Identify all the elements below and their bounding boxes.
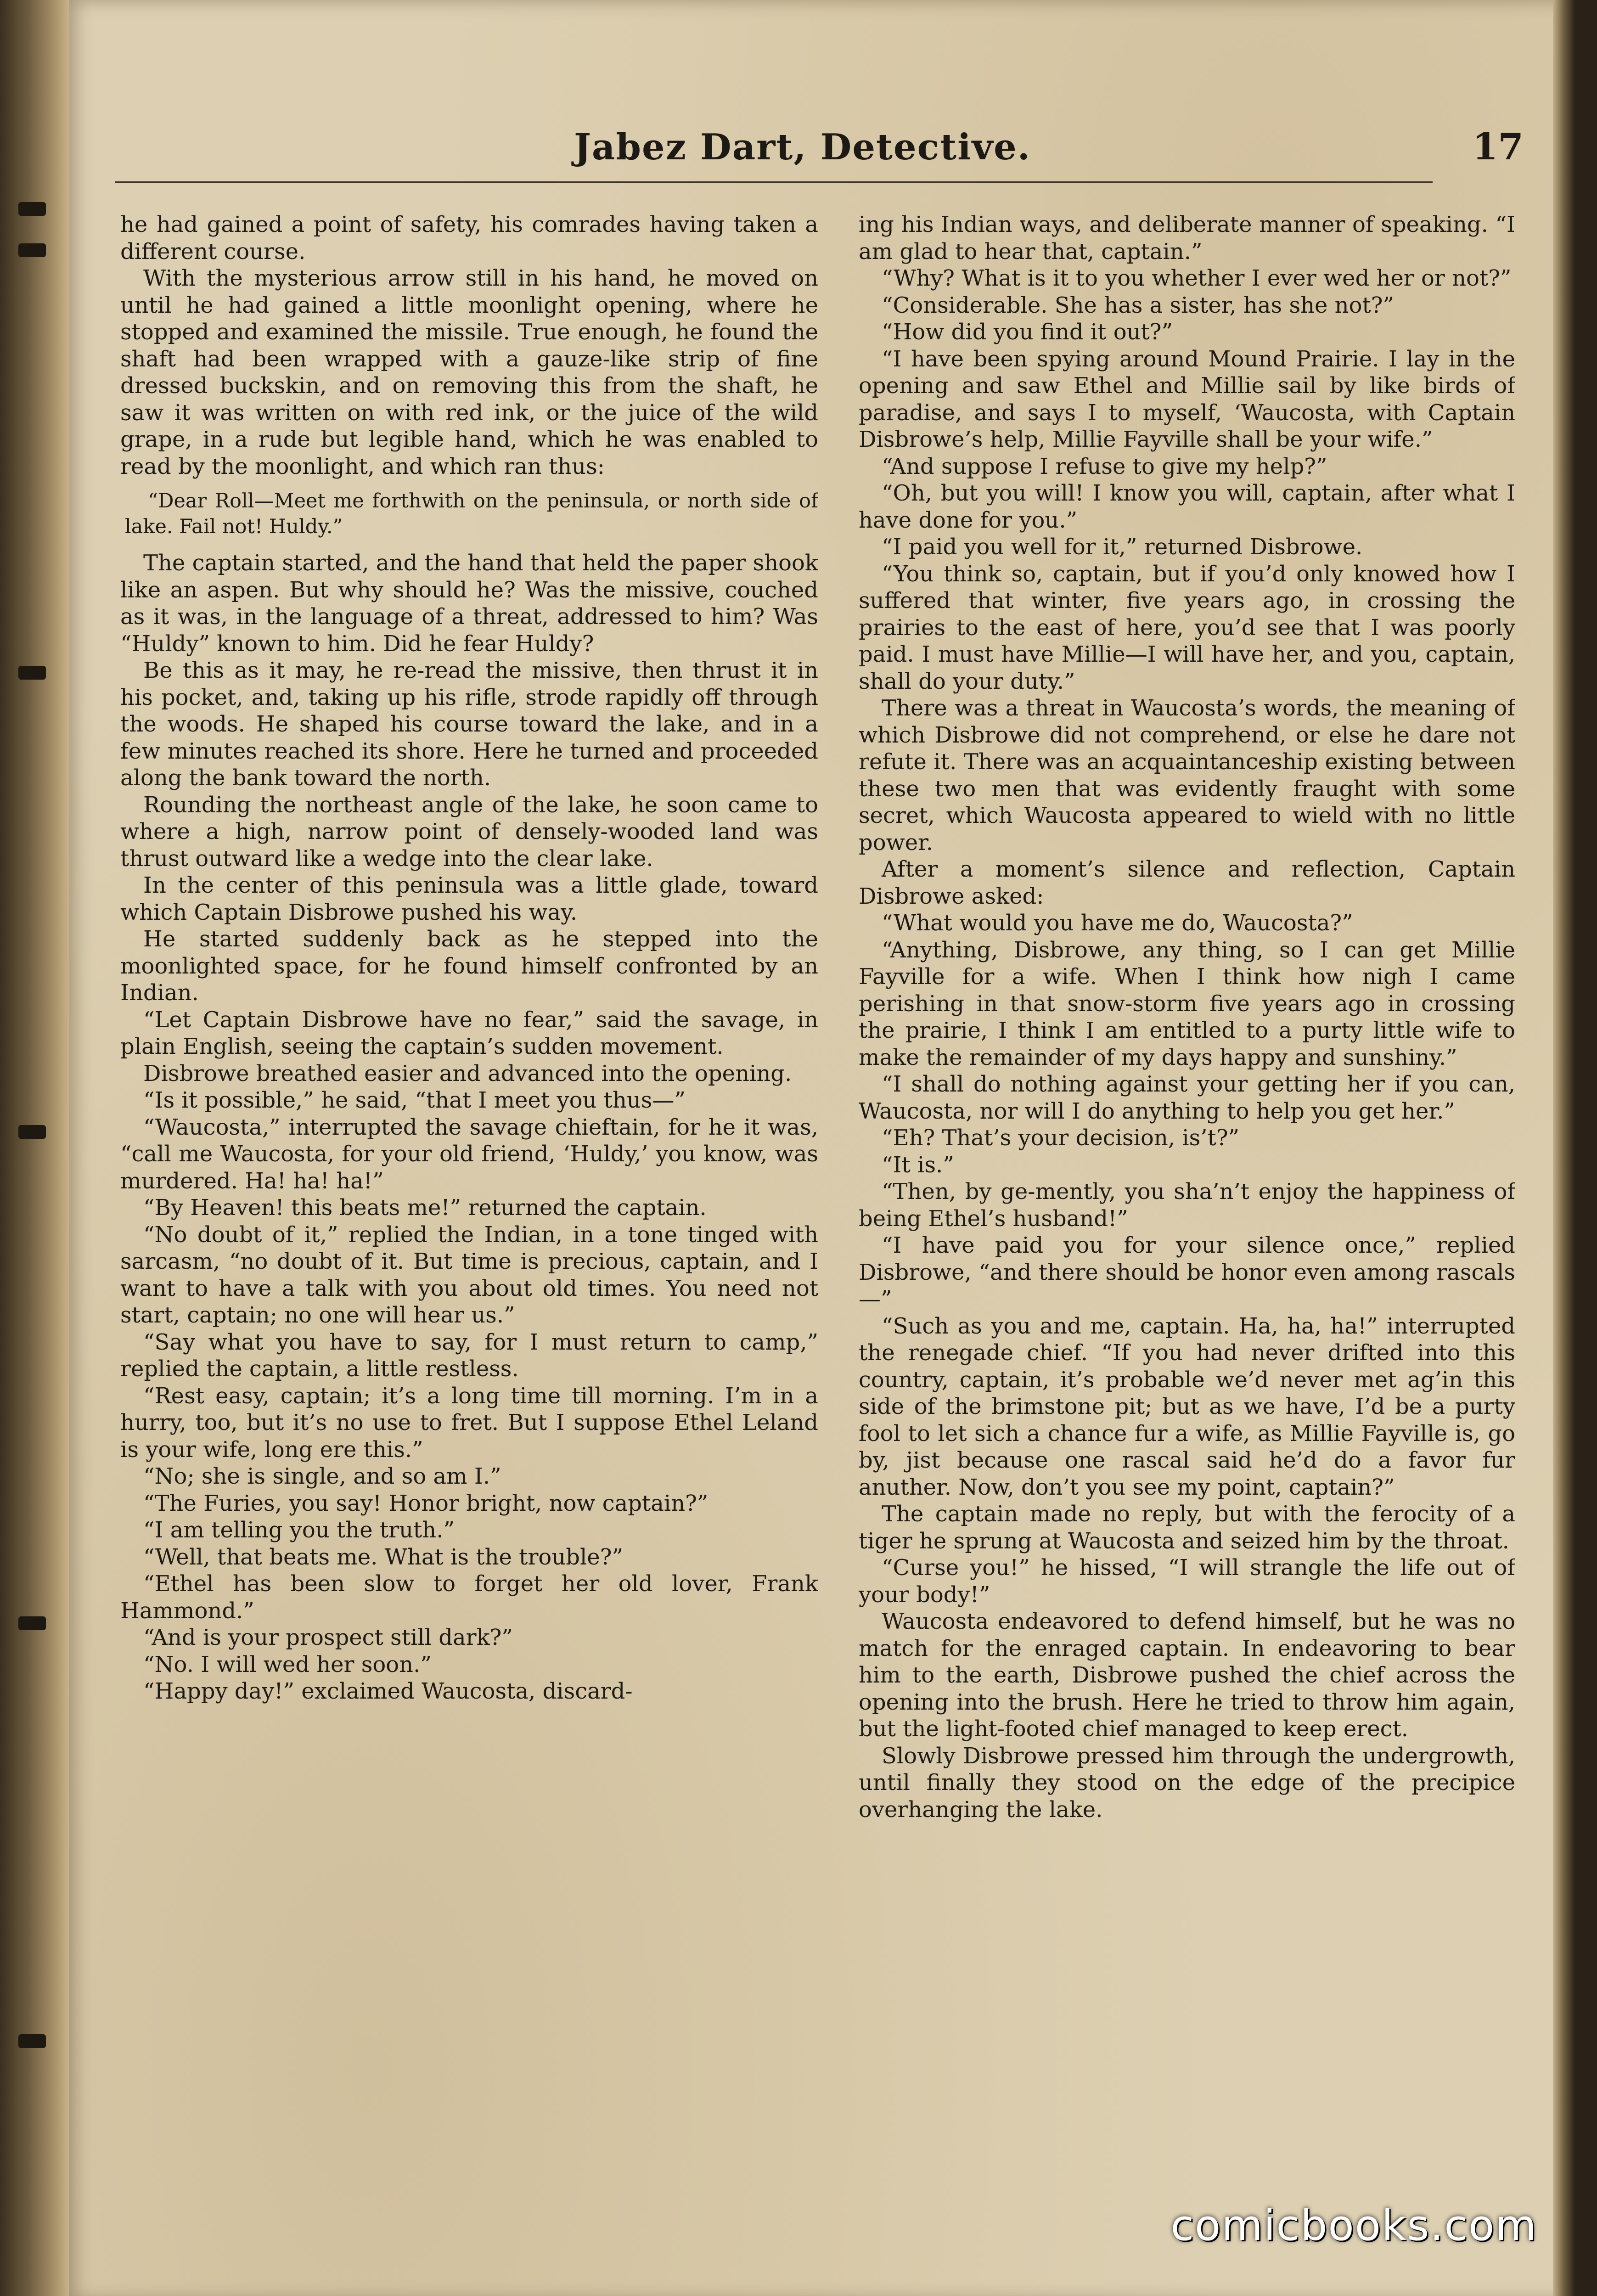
paragraph: Be this as it may, he re-read the missive, then thrust it in his pocket, and, taking up his rifle, strode rapidly off through the woods. He shaped his course toward the lake, and in a few minutes reached its shore. Here he turned and proceeded along the bank toward the north. — [120, 658, 818, 791]
binding-mark — [18, 243, 46, 257]
paragraph: “No; she is single, and so am I.” — [143, 1463, 501, 1489]
paragraph: “By Heaven! this beats me!” returned the captain. — [143, 1195, 707, 1221]
page-number: 17 — [1472, 125, 1524, 168]
binding-mark — [18, 1125, 46, 1139]
paragraph: “Happy day!” exclaimed Waucosta, discard- — [143, 1678, 633, 1704]
paragraph: There was a threat in Waucosta’s words, the meaning of which Disbrowe did not comprehend, or else he dare not refute it. There was an acquaintanceship existing between these two men that was evidently fraught with some secret, which Waucosta appeared to wield with no little power. — [859, 695, 1515, 855]
paragraph: “The Furies, you say! Honor bright, now captain?” — [143, 1490, 709, 1516]
paragraph: he had gained a point of safety, his comrades having taken a different course. — [120, 212, 818, 264]
paragraph: “Then, by ge-mently, you sha’n’t enjoy the happiness of being Ethel’s husband!” — [859, 1179, 1515, 1232]
paragraph: “Waucosta,” interrupted the savage chieftain, for he it was, “call me Waucosta, for your old friend, ‘Huldy,’ you know, was murdered. Ha! ha! ha!” — [120, 1114, 818, 1194]
paragraph: “And suppose I refuse to give my help?” — [882, 453, 1327, 479]
book-spine — [0, 0, 69, 2296]
paragraph: “I have paid you for your silence once,” replied Disbrowe, “and there should be honor even among rascals—” — [859, 1232, 1515, 1312]
paragraph: After a moment’s silence and reflection, Captain Disbrowe asked: — [859, 856, 1515, 909]
paragraph: “Let Captain Disbrowe have no fear,” said the savage, in plain English, seeing the captain’s sudden movement. — [120, 1007, 818, 1059]
paragraph: Slowly Disbrowe pressed him through the undergrowth, until finally they stood on the edge of the precipice overhanging the lake. — [859, 1743, 1515, 1823]
paragraph: With the mysterious arrow still in his hand, he moved on until he had gained a little moonlight opening, where he stopped and examined the missile. True enough, he found the shaft had been wrapped with a gauze-like strip of fine dressed buckskin, and on removing this from the shaft, he saw it was written on with red ink, or the juice of the wild grape, in a rude but legible hand, which he was enabled to read by the moonlight, and which ran thus: — [120, 265, 818, 479]
paragraph: He started suddenly back as he stepped into the moonlighted space, for he found himself confronted by an Indian. — [120, 926, 818, 1006]
paragraph: “How did you find it out?” — [882, 319, 1173, 345]
watermark: comicbooks.com — [1170, 2201, 1537, 2250]
binding-mark — [18, 666, 46, 680]
paragraph: “No doubt of it,” replied the Indian, in a tone tinged with sarcasm, “no doubt of it. But time is precious, captain, and I want to have a talk with you about old times. You need not start, captain; no one will hear us.” — [120, 1221, 818, 1328]
paragraph: “Considerable. She has a sister, has she not?” — [882, 292, 1395, 318]
header-rule — [115, 181, 1433, 183]
paragraph: Rounding the northeast angle of the lake, he soon came to where a high, narrow point of densely-wooded land was thrust outward like a wedge into the clear lake. — [120, 792, 818, 872]
paragraph: ing his Indian ways, and deliberate manner of speaking. “I am glad to hear that, captain.” — [859, 212, 1515, 264]
paragraph: “It is.” — [882, 1152, 954, 1178]
right-column — [859, 211, 1515, 2140]
paragraph: “I am telling you the truth.” — [143, 1517, 455, 1543]
paragraph: “What would you have me do, Waucosta?” — [882, 910, 1353, 936]
page-edge — [1553, 0, 1575, 2296]
paragraph: “Oh, but you will! I know you will, captain, after what I have done for you.” — [859, 480, 1515, 533]
paragraph: “You think so, captain, but if you’d only knowed how I suffered that winter, five years ago, in crossing the prairies to the east of here, you’d see that I was poorly paid. I must have Millie—I will have her, and you, captain, shall do your duty.” — [859, 561, 1515, 694]
paragraph: “Anything, Disbrowe, any thing, so I can get Millie Fayville for a wife. When I think how nigh I came perishing in that snow-storm five years ago in crossing the prairie, I think I am entitled to a purty little wife to make the remainder of my days happy and sunshiny.” — [859, 937, 1515, 1070]
paragraph: In the center of this peninsula was a little glade, toward which Captain Disbrowe pushed his way. — [120, 872, 818, 925]
binding-mark — [18, 2034, 46, 2048]
paragraph: “Say what you have to say, for I must return to camp,” replied the captain, a little restless. — [120, 1329, 818, 1382]
binding-mark — [18, 1616, 46, 1630]
left-column — [120, 211, 818, 2140]
running-head: Jabez Dart, Detective. — [574, 126, 1031, 168]
paragraph: “Such as you and me, captain. Ha, ha, ha!” interrupted the renegade chief. “If you had never drifted into this country, captain, it’s probable we’d never met ag’in this side of the brimstone pit; but as we have, I’d be a purty fool to let sich a chance fur a wife, as Millie Fayville is, go by, jist because one rascal said he’d do a favor fur anuther. Now, don’t you see my point, captain?” — [859, 1313, 1515, 1500]
paragraph: “Eh? That’s your decision, is’t?” — [882, 1125, 1240, 1151]
paragraph: “And is your prospect still dark?” — [143, 1625, 513, 1650]
paragraph: “Ethel has been slow to forget her old lover, Frank Hammond.” — [120, 1571, 818, 1624]
paragraph: “No. I will wed her soon.” — [143, 1651, 432, 1677]
paragraph: “I shall do nothing against your getting her if you can, Waucosta, nor will I do anything to help you get her.” — [859, 1071, 1515, 1124]
paragraph: The captain started, and the hand that held the paper shook like an aspen. But why should he? Was the missive, couched as it was, in the language of a threat, addressed to him? Was “Huldy” known to him. Did he fear Huldy? — [120, 550, 818, 657]
paragraph: “Curse you!” he hissed, “I will strangle the life out of your body!” — [859, 1555, 1515, 1608]
quoted-letter: “Dear Roll—Meet me forthwith on the peninsula, or north side of lake. Fail not! Huldy.” — [125, 490, 818, 538]
paragraph: “I paid you well for it,” returned Disbrowe. — [882, 534, 1363, 560]
paragraph: The captain made no reply, but with the ferocity of a tiger he sprung at Waucosta and seized him by the throat. — [859, 1501, 1515, 1554]
paragraph: “Is it possible,” he said, “that I meet you thus—” — [143, 1087, 686, 1113]
paragraph: Waucosta endeavored to defend himself, but he was no match for the enraged captain. In endeavoring to bear him to the earth, Disbrowe pushed the chief across the opening into the brush. Here he tried to throw him again, but the light-footed chief managed to keep erect. — [859, 1609, 1515, 1742]
paragraph: “Why? What is it to you whether I ever wed her or not?” — [882, 265, 1512, 291]
paragraph: “Rest easy, captain; it’s a long time till morning. I’m in a hurry, too, but it’s no use to fret. But I suppose Ethel Leland is your wife, long ere this.” — [120, 1383, 818, 1463]
paragraph: “Well, that beats me. What is the trouble?” — [143, 1544, 623, 1570]
binding-mark — [18, 202, 46, 216]
paragraph: Disbrowe breathed easier and advanced into the opening. — [143, 1060, 792, 1086]
paragraph: “I have been spying around Mound Prairie. I lay in the opening and saw Ethel and Millie sail by like birds of paradise, and says I to myself, ‘Waucosta, with Captain Disbrowe’s help, Millie Fayville shall be your wife.” — [859, 346, 1515, 452]
